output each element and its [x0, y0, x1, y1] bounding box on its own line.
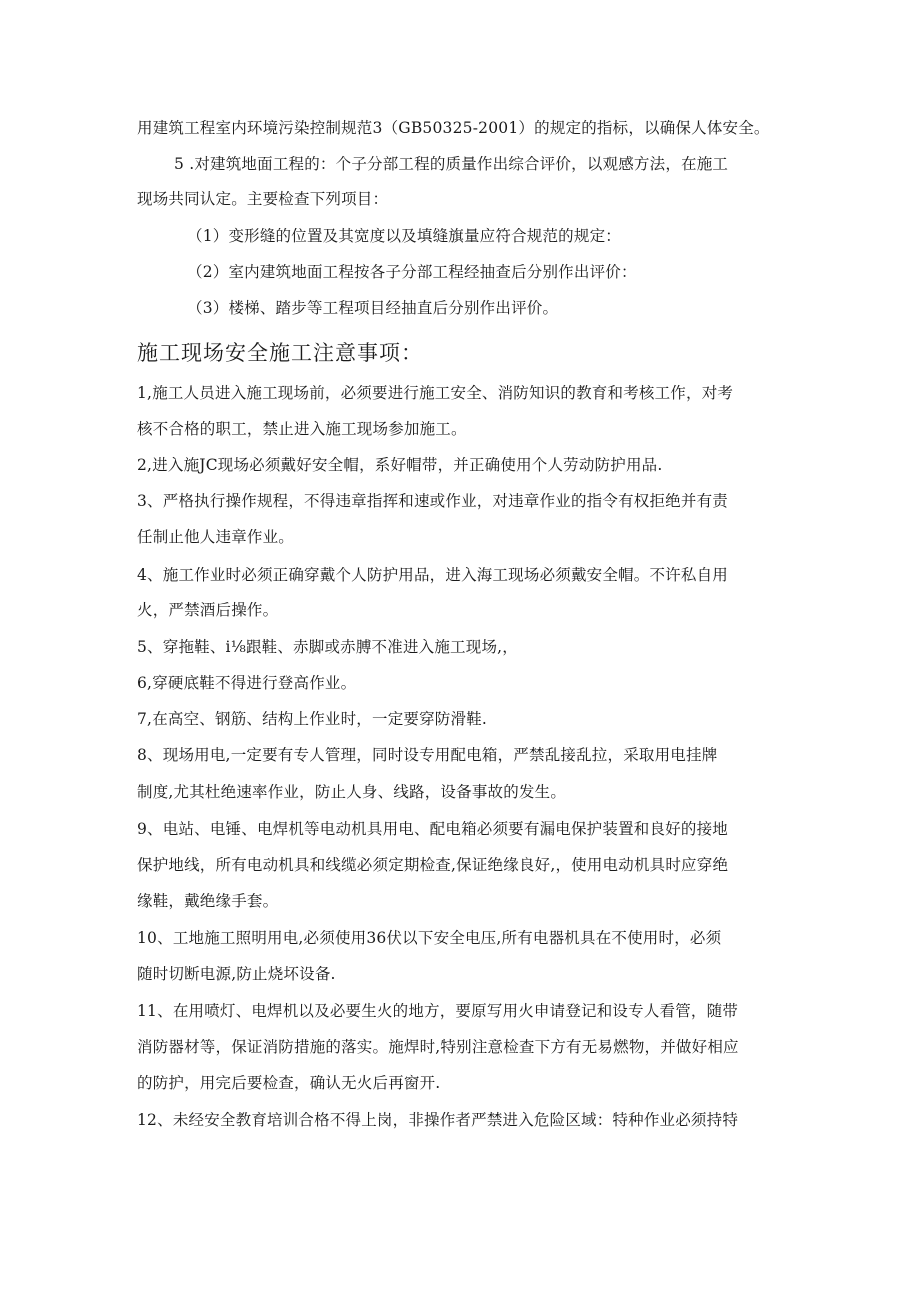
- body-line: 4、施工作业时必须正确穿戴个人防护用品，进入海工现场必须戴安全帽。不许私自用: [137, 566, 728, 584]
- section-title: 施工现场安全施工注意事项：: [137, 341, 423, 365]
- body-line: 9、电站、电锤、电焊机等电动机具用电、配电箱必须要有漏电保护装置和良好的接地: [137, 820, 728, 838]
- body-line: 缘鞋，戴绝缘手套。: [137, 892, 279, 910]
- body-line: 3、严格执行操作规程，不得违章指挥和速或作业，对违章作业的指令有权拒绝并有责: [137, 492, 728, 510]
- body-line: 6,穿硬底鞋不得进行登高作业。: [137, 674, 357, 692]
- body-line: 火，严禁酒后操作。: [137, 601, 279, 619]
- body-line: 10、工地施工照明用电,必须使用36伏以下安全电压,所有电器机具在不使用时，必须: [137, 929, 722, 947]
- body-line: 5、穿拖鞋、i⅛跟鞋、赤脚或赤膊不准进入施工现场,，: [137, 638, 518, 656]
- intro-line: （3）楼梯、踏步等工程项目经抽直后分别作出评价。: [187, 299, 559, 317]
- intro-line: 5 .对建筑地面工程的：个子分部工程的质量作出综合评价，以观感方法，在施工: [174, 155, 729, 173]
- intro-line: 用建筑工程室内环境污染控制规范3（GB50325-2001）的规定的指标，以确保人体安全。: [137, 119, 770, 137]
- body-line: 消防器材等，保证消防措施的落实。施焊时,特别注意检查下方有无易燃物，并做好相应: [137, 1038, 739, 1056]
- body-line: 制度,尤其杜绝速率作业，防止人身、线路，设备事故的发生。: [137, 783, 567, 801]
- intro-line: （1）变形缝的位置及其宽度以及填缝旗量应符合规范的规定：: [187, 227, 621, 245]
- body-line: 8、现场用电,一定要有专人管理，同时设专用配电箱，严禁乱接乱拉，采取用电挂牌: [137, 746, 718, 764]
- body-line: 任制止他人违章作业。: [137, 528, 295, 546]
- body-line: 11、在用喷灯、电焊机以及必要生火的地方，要原写用火申请登记和设专人看管，随带: [137, 1002, 739, 1020]
- intro-line: （2）室内建筑地面工程按各子分部工程经抽查后分别作出评价：: [187, 263, 637, 281]
- body-line: 2,进入施JC现场必须戴好安全帽，系好帽带，并正确使用个人劳动防护用品.: [137, 456, 663, 474]
- intro-line: 现场共同认定。主要检查下列项目：: [137, 190, 389, 208]
- body-line: 保护地线，所有电动机具和线缆必须定期检查,保证绝缘良好,，使用电动机具时应穿绝: [137, 856, 729, 874]
- body-line: 随时切断电源,防止烧坏设备.: [137, 965, 336, 983]
- body-line: 的防护，用完后要检查，确认无火后再窗开.: [137, 1074, 441, 1092]
- body-line: 核不合格的职工，禁止进入施工现场参加施工。: [137, 420, 467, 438]
- body-line: 12、未经安全教育培训合格不得上岗，非操作者严禁进入危险区域：特种作业必须持特: [137, 1111, 739, 1129]
- body-line: 7,在高空、钢筋、结构上作业时，一定要穿防滑鞋.: [137, 710, 488, 728]
- body-line: 1,施工人员进入施工现场前，必须要进行施工安全、消防知识的教育和考核工作，对考: [137, 384, 734, 402]
